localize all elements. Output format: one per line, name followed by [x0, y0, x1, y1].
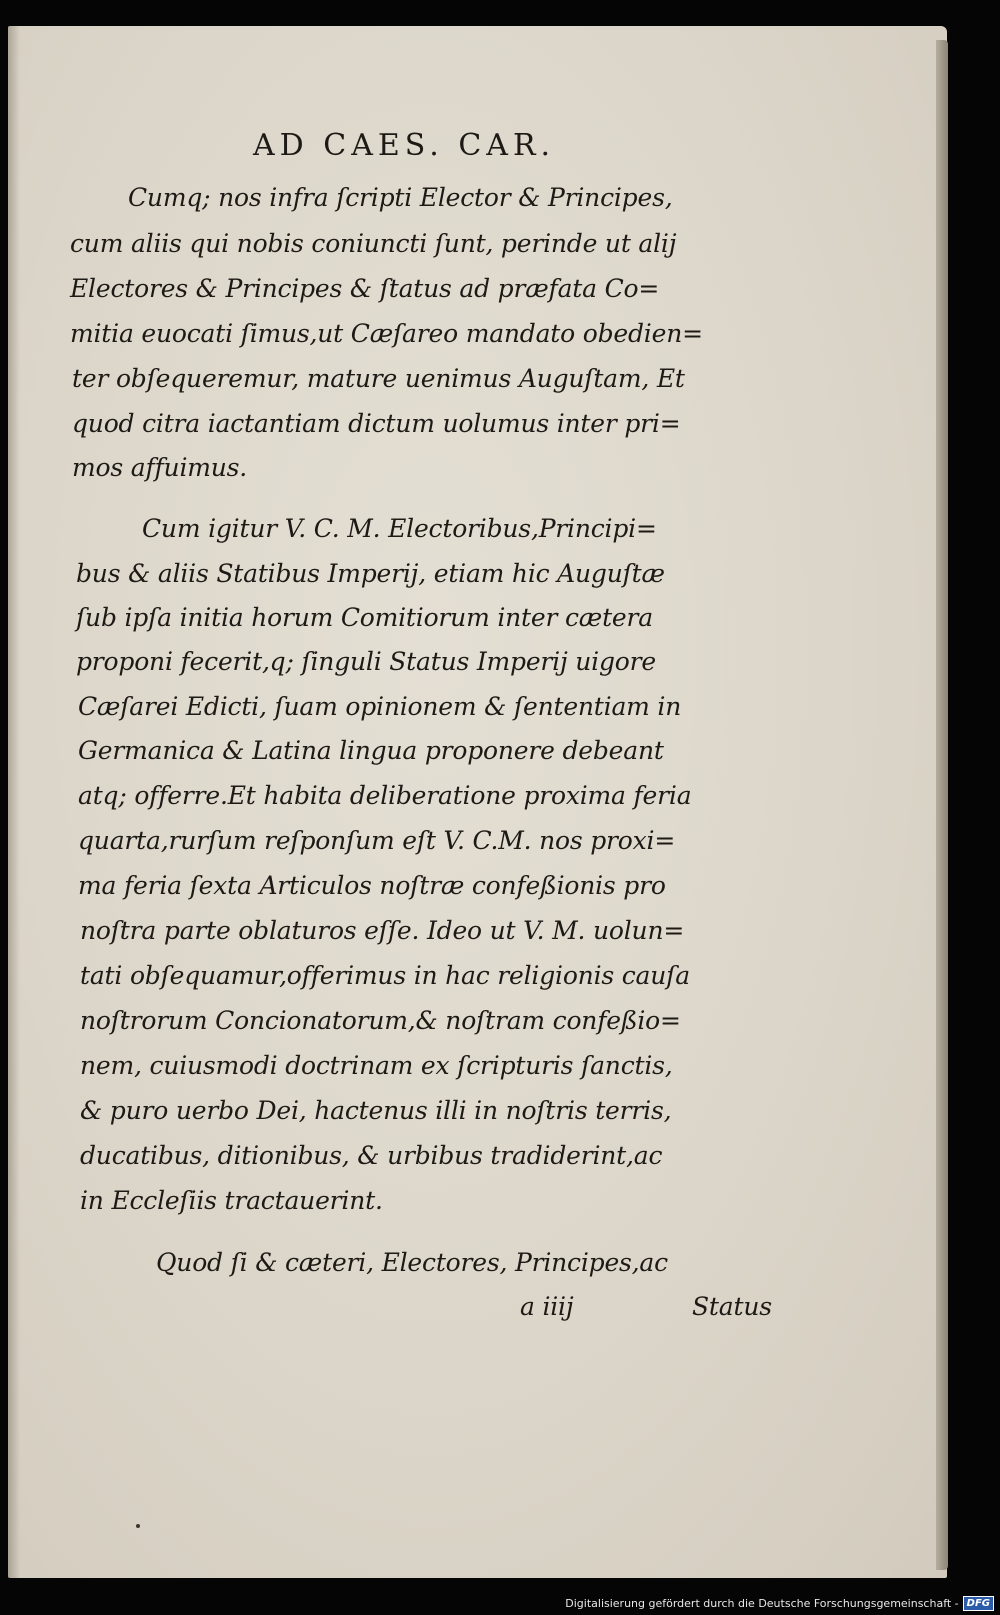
text-line: proponi fecerit,q; ſinguli Status Imperij uigore [76, 647, 656, 676]
text-line: ter obſequeremur, mature uenimus Auguſtam, Et [72, 364, 685, 393]
text-line: atq; offerre.Et habita deliberatione proxima feria [78, 781, 692, 810]
dfg-logo: DFG [963, 1596, 994, 1611]
text-line: nem, cuiusmodi doctrinam ex ſcripturis ſanctis, [80, 1051, 673, 1080]
text-line: ma feria ſexta Articulos noſtræ confeßionis pro [78, 871, 666, 900]
text-line: cum aliis qui nobis coniuncti ſunt, perinde ut alij [70, 229, 677, 258]
text-line: tati obſequamur,offerimus in hac religionis cauſa [80, 961, 690, 990]
text-line: quarta,rurſum reſponſum eſt V. C.M. nos proxi= [78, 826, 676, 855]
text-line: noſtra parte oblaturos eſſe. Ideo ut V. M. uolun= [80, 916, 685, 945]
text-line: & puro uerbo Dei, hactenus illi in noſtris terris, [80, 1096, 672, 1125]
text-line: Quod ſi & cæteri, Electores, Principes,ac [156, 1248, 668, 1277]
text-line: Cæſarei Edicti, ſuam opinionem & ſententiam in [78, 692, 682, 721]
text-line: noſtrorum Concionatorum,& noſtram confeßio= [80, 1006, 681, 1035]
text-line: Electores & Principes & ſtatus ad præfata Co= [70, 274, 660, 303]
signature-mark: a iiij [520, 1292, 574, 1321]
text-line: in Eccleſiis tractauerint. [80, 1186, 383, 1215]
text-line: quod citra iactantiam dictum uolumus inter pri= [72, 409, 681, 438]
text-line: ſub ipſa initia horum Comitiorum inter cætera [76, 603, 653, 632]
running-header: AD CAES. CAR. [253, 128, 556, 163]
text-line: ducatibus, ditionibus, & urbibus tradiderint,ac [80, 1141, 663, 1170]
text-line: mitia euocati ſimus,ut Cæſareo mandato obedien= [70, 319, 703, 348]
ink-speck [136, 1524, 140, 1528]
book-page [8, 26, 947, 1578]
digitization-credit [565, 1594, 994, 1612]
text-line: Cumq; nos infra ſcripti Elector & Principes, [128, 183, 673, 212]
credit-text: Digitalisierung gefördert durch die Deutsche Forschungsgemeinschaft - [565, 1596, 959, 1610]
text-line: bus & aliis Statibus Imperij, etiam hic Auguſtæ [76, 559, 665, 588]
text-line: Cum igitur V. C. M. Electoribus,Principi= [142, 514, 657, 543]
gutter-shadow [8, 26, 20, 1578]
page-edge [936, 40, 948, 1570]
text-line: Germanica & Latina lingua proponere debeant [78, 736, 664, 765]
text-line: mos affuimus. [72, 453, 248, 482]
catchword: Status [692, 1292, 772, 1321]
